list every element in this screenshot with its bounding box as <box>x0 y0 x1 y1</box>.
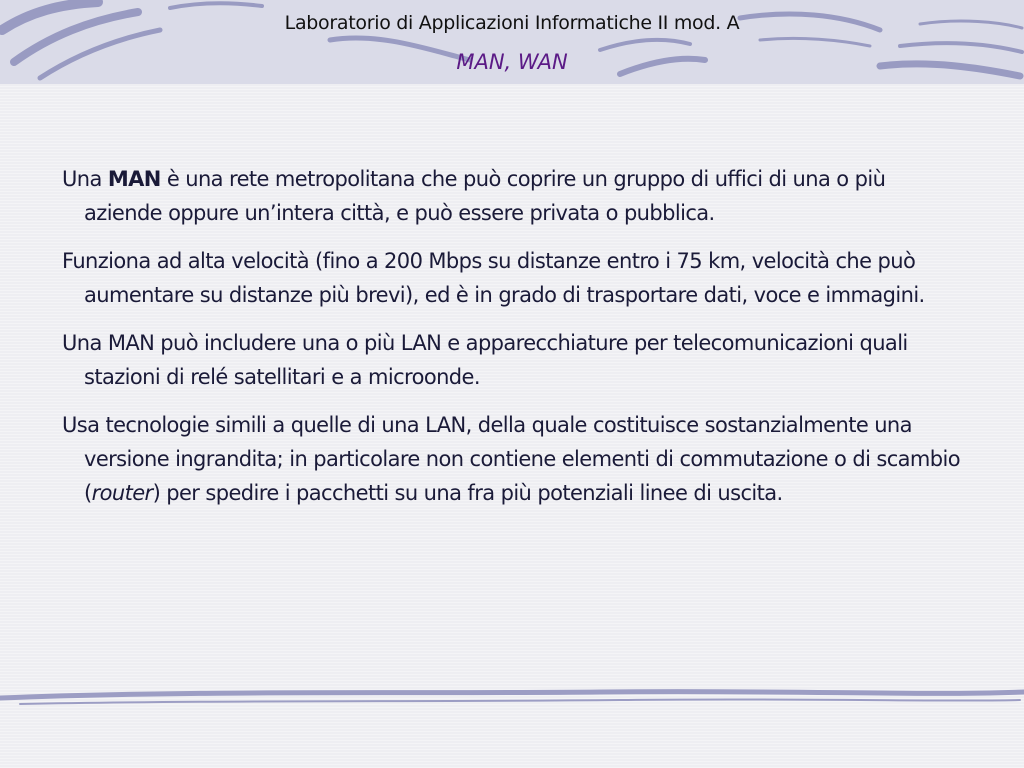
man-term: MAN <box>107 167 161 191</box>
footer-brush-decoration <box>0 680 1024 720</box>
slide-title: MAN, WAN <box>456 50 568 74</box>
paragraph-text: Usa tecnologie simili a quelle di una LAN, della quale costituisce sostanzialmente una versione ingrandita; in particolare non contiene elementi di commutazione o di scambio ( <box>62 413 960 505</box>
slide-body <box>62 162 962 524</box>
paragraph-technology <box>62 408 962 510</box>
paragraph-text: è una rete metropolitana che può coprire un gruppo di uffici di una o più aziende oppure un’intera città, e può essere privata o pubblica. <box>84 167 886 225</box>
paragraph-text: ) per spedire i pacchetti su una fra più potenziali linee di uscita. <box>152 481 783 505</box>
paragraph-components <box>62 326 962 394</box>
paragraph-text: Una <box>62 167 108 191</box>
paragraph-man-definition <box>62 162 962 230</box>
course-title: Laboratorio di Applicazioni Informatiche II mod. A <box>284 12 740 34</box>
paragraph-speed <box>62 244 962 312</box>
router-term: router <box>91 481 153 505</box>
paragraph-text: Funziona ad alta velocità (fino a 200 Mbps su distanze entro i 75 km, velocità che può aumentare su distanze più brevi), ed è in grado di trasportare dati, voce e immagini. <box>62 249 925 307</box>
paragraph-text: Una MAN può includere una o più LAN e apparecchiature per telecomunicazioni quali stazioni di relé satellitari e a microonde. <box>62 331 908 389</box>
